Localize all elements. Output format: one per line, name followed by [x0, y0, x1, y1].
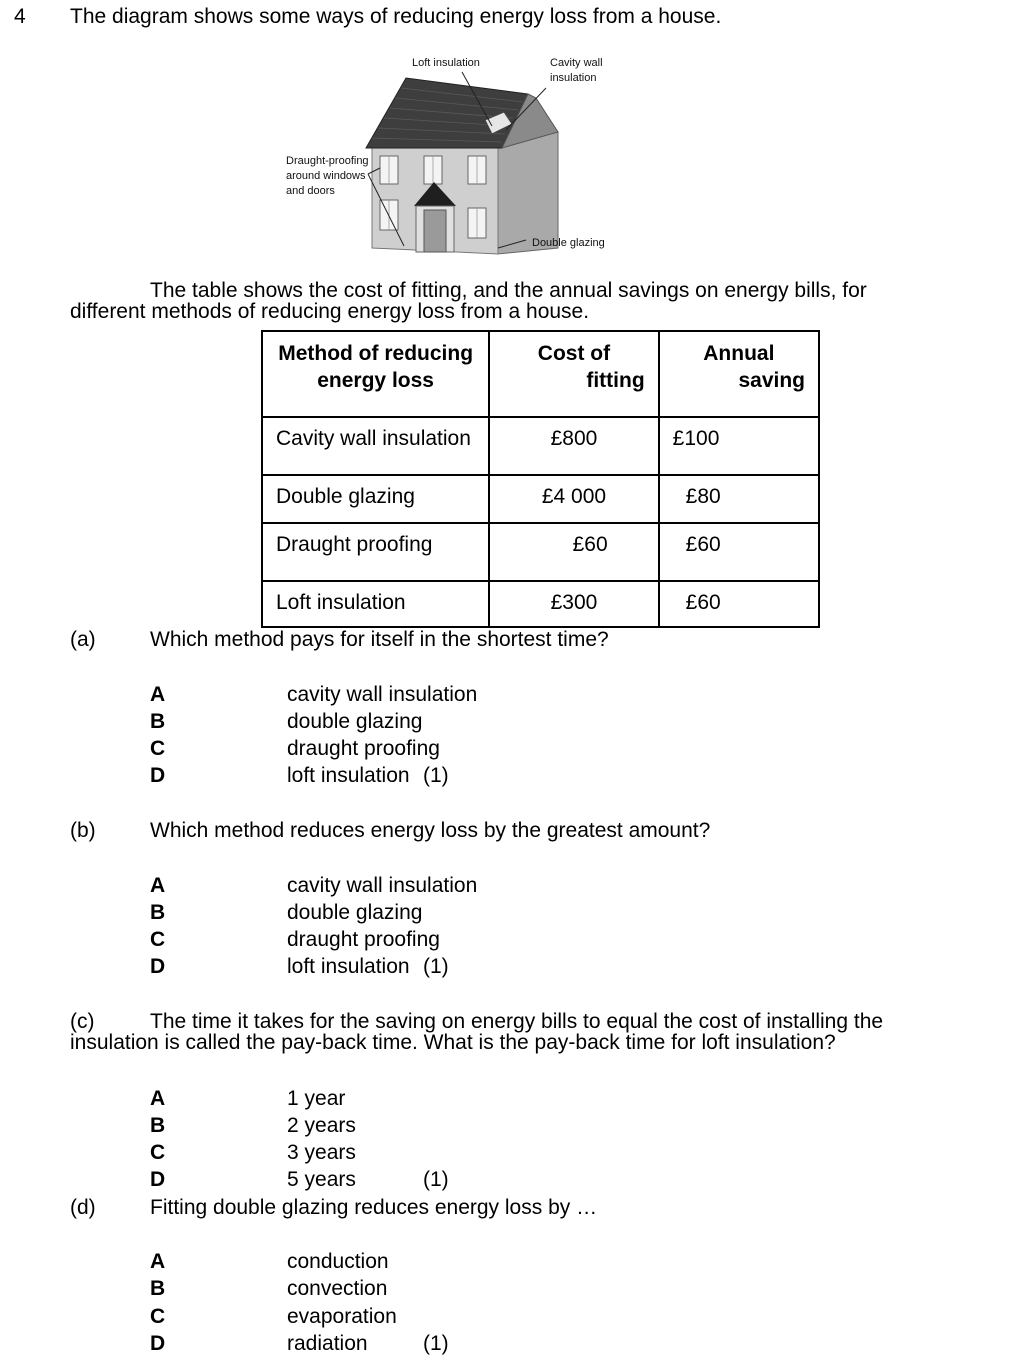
- part-c-option-text[interactable]: 1 year: [287, 1087, 346, 1110]
- label-double-glazing: Double glazing: [532, 237, 605, 249]
- part-c-option-letter: B: [150, 1114, 166, 1137]
- header-saving-line2: saving: [738, 369, 805, 392]
- label-cavity-line1: Cavity wall: [550, 57, 603, 69]
- method-cell: Draught proofing: [262, 523, 489, 581]
- part-a-option-letter: C: [150, 737, 166, 760]
- saving-cell: £60: [659, 581, 819, 627]
- table-row: [262, 475, 819, 523]
- cost-cell: £300: [489, 581, 658, 627]
- part-c-option-letter: D: [150, 1168, 166, 1191]
- method-cell: Cavity wall insulation: [262, 417, 489, 475]
- part-a-option-letter: D: [150, 764, 166, 787]
- saving-cell: £100: [659, 417, 819, 475]
- energy-cost-table: [261, 330, 820, 628]
- part-a-option-letter: A: [150, 683, 166, 706]
- part-d-option-letter: B: [150, 1277, 166, 1300]
- part-a-question: Which method pays for itself in the shortest time?: [150, 628, 609, 651]
- table-row: [262, 417, 819, 475]
- part-d-option-letter: A: [150, 1250, 166, 1273]
- table-header-row: [262, 331, 819, 417]
- part-a-label: (a): [70, 628, 96, 651]
- label-cavity-line2: insulation: [550, 72, 597, 84]
- header-cost-line2: fitting: [586, 369, 645, 392]
- header-method-line2: energy loss: [317, 369, 434, 392]
- part-b-option-letter: D: [150, 955, 166, 978]
- part-b-label: (b): [70, 819, 96, 842]
- part-c-option-text[interactable]: 3 years: [287, 1141, 356, 1164]
- part-d-question: Fitting double glazing reduces energy loss by …: [150, 1196, 598, 1219]
- part-d-option-text[interactable]: convection: [287, 1277, 388, 1300]
- table-row: [262, 581, 819, 627]
- part-c-mark: (1): [423, 1168, 449, 1191]
- part-b-option-text[interactable]: double glazing: [287, 901, 423, 924]
- header-method: [262, 331, 489, 417]
- part-c-label: (c): [70, 1010, 95, 1033]
- header-saving: [659, 331, 819, 417]
- part-d-option-text[interactable]: conduction: [287, 1250, 389, 1273]
- part-d-label: (d): [70, 1196, 96, 1219]
- part-d-mark: (1): [423, 1332, 449, 1355]
- table-intro-line2: different methods of reducing energy loss from a house.: [70, 300, 590, 323]
- part-d-option-letter: D: [150, 1332, 166, 1355]
- part-a-mark: (1): [423, 764, 449, 787]
- table-row: [262, 523, 819, 581]
- header-saving-line1: Annual: [703, 342, 775, 365]
- house-diagram: [280, 50, 620, 260]
- part-b-option-letter: A: [150, 874, 166, 897]
- cost-cell: £60: [489, 523, 658, 581]
- header-cost: [489, 331, 658, 417]
- part-b-option-text[interactable]: loft insulation: [287, 955, 410, 978]
- part-b-option-text[interactable]: draught proofing: [287, 928, 440, 951]
- question-intro: The diagram shows some ways of reducing energy loss from a house.: [70, 5, 722, 28]
- part-c-option-text[interactable]: 2 years: [287, 1114, 356, 1137]
- part-c-question-line2: insulation is called the pay-back time. What is the pay-back time for loft insulation?: [70, 1031, 836, 1054]
- header-cost-line1: Cost of: [537, 342, 611, 365]
- part-d-option-text[interactable]: evaporation: [287, 1305, 397, 1328]
- part-d-option-letter: C: [150, 1305, 166, 1328]
- saving-cell: £80: [659, 475, 819, 523]
- part-b-question: Which method reduces energy loss by the greatest amount?: [150, 819, 711, 842]
- part-b-option-letter: C: [150, 928, 166, 951]
- part-a-option-letter: B: [150, 710, 166, 733]
- table-intro-line1: The table shows the cost of fitting, and the annual savings on energy bills, for: [150, 279, 867, 302]
- part-c-option-letter: C: [150, 1141, 166, 1164]
- method-cell: Double glazing: [262, 475, 489, 523]
- label-draught-line3: and doors: [286, 185, 335, 197]
- cost-cell: £4 000: [489, 475, 658, 523]
- cost-cell: £800: [489, 417, 658, 475]
- question-number: 4: [14, 5, 26, 28]
- part-b-option-letter: B: [150, 901, 166, 924]
- saving-cell: £60: [659, 523, 819, 581]
- label-draught-line1: Draught-proofing: [286, 155, 369, 167]
- label-draught-line2: around windows: [286, 170, 366, 182]
- part-b-option-text[interactable]: cavity wall insulation: [287, 874, 478, 897]
- header-method-line1: Method of reducing: [278, 342, 474, 365]
- part-a-option-text[interactable]: loft insulation: [287, 764, 410, 787]
- part-d-option-text[interactable]: radiation: [287, 1332, 368, 1355]
- part-b-mark: (1): [423, 955, 449, 978]
- part-a-option-text[interactable]: cavity wall insulation: [287, 683, 478, 706]
- part-c-option-text[interactable]: 5 years: [287, 1168, 356, 1191]
- label-loft-insulation: Loft insulation: [412, 57, 480, 69]
- part-a-option-text[interactable]: draught proofing: [287, 737, 440, 760]
- part-c-question-line1: The time it takes for the saving on energy bills to equal the cost of installing the: [150, 1010, 884, 1033]
- method-cell: Loft insulation: [262, 581, 489, 627]
- part-c-option-letter: A: [150, 1087, 166, 1110]
- part-a-option-text[interactable]: double glazing: [287, 710, 423, 733]
